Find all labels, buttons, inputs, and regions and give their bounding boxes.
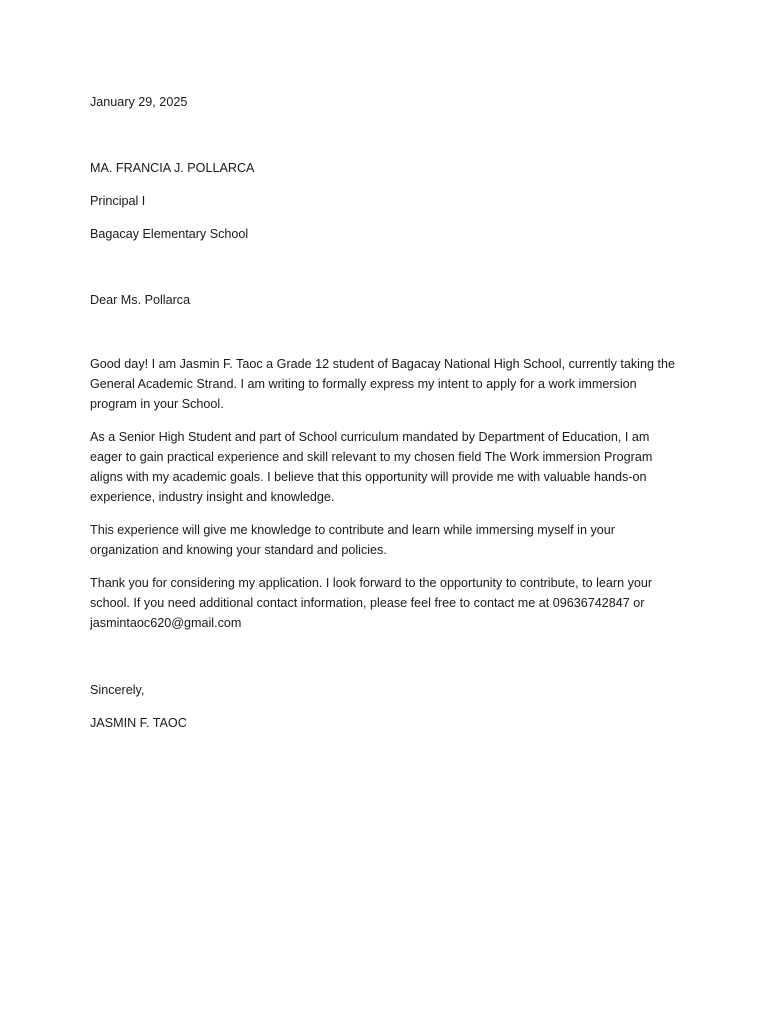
recipient-school: Bagacay Elementary School (90, 227, 249, 241)
paragraph-line: General Academic Strand. I am writing to formally express my intent to apply for a work immersion (90, 377, 637, 391)
paragraph-line: school. If you need additional contact information, please feel free to contact me at 09636742847 or (90, 596, 645, 610)
paragraph-line: aligns with my academic goals. I believe that this opportunity will provide me with valuable hands-on (90, 470, 647, 484)
body-paragraph-2 (90, 427, 690, 507)
paragraph-line: Thank you for considering my application. I look forward to the opportunity to contribute, to learn your (90, 576, 653, 590)
paragraph-line: program in your School. (90, 397, 224, 411)
paragraph-line: Good day! I am Jasmin F. Taoc a Grade 12 student of Bagacay National High School, currently taking the (90, 357, 675, 371)
paragraph-line: jasmintaoc620@gmail.com (90, 616, 242, 630)
paragraph-line: experience, industry insight and knowledge. (90, 490, 335, 504)
recipient-name: MA. FRANCIA J. POLLARCA (90, 161, 255, 175)
signature-name: JASMIN F. TAOC (90, 716, 187, 730)
paragraph-line: organization and knowing your standard and policies. (90, 543, 387, 557)
closing: Sincerely, (90, 683, 145, 697)
body-paragraph-3 (90, 520, 690, 560)
body-paragraph-1 (90, 354, 690, 414)
recipient-title: Principal I (90, 194, 146, 208)
letter-date: January 29, 2025 (90, 95, 188, 109)
paragraph-line: eager to gain practical experience and skill relevant to my chosen field The Work immersion Program (90, 450, 653, 464)
paragraph-line: This experience will give me knowledge to contribute and learn while immersing myself in your (90, 523, 615, 537)
paragraph-line: As a Senior High Student and part of School curriculum mandated by Department of Education, I am (90, 430, 650, 444)
salutation: Dear Ms. Pollarca (90, 293, 191, 307)
body-paragraph-4 (90, 573, 690, 633)
